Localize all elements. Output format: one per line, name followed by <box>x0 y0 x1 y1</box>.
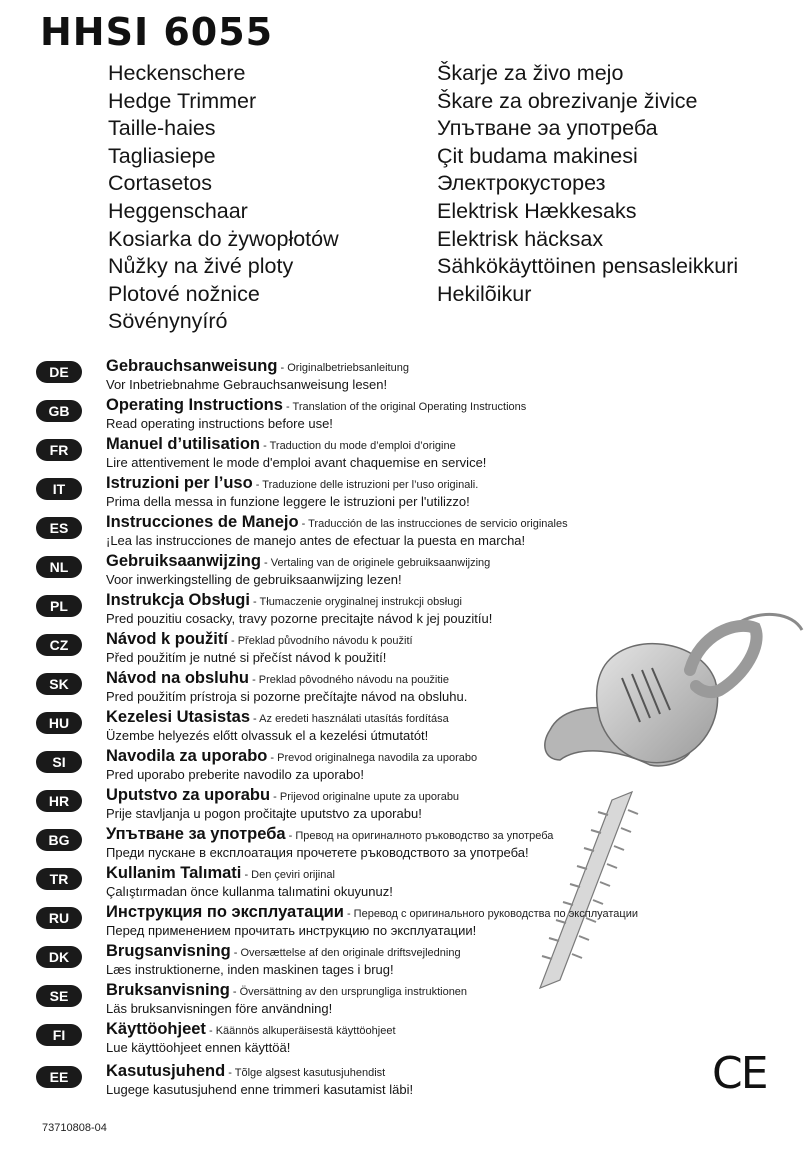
ce-mark-icon: CE <box>712 1048 767 1099</box>
manual-title: Návod na obsluhu <box>106 669 250 687</box>
language-code-badge: CZ <box>36 634 82 656</box>
title-separator: - <box>285 830 296 842</box>
language-code-badge: BG <box>36 829 82 851</box>
language-title-line <box>106 1062 385 1081</box>
manual-title: Navodila za uporabo <box>106 747 268 765</box>
title-separator: - <box>260 440 270 452</box>
language-title-line <box>106 357 409 376</box>
language-entry <box>0 786 720 826</box>
language-title-line <box>106 630 413 649</box>
title-separator: - <box>270 791 280 803</box>
language-code-badge: GB <box>36 400 82 422</box>
product-name: Heckenschere <box>108 61 246 85</box>
read-instructions-note: Read operating instructions before use! <box>106 416 333 431</box>
manual-subtitle: Prijevod originalne upute za uporabu <box>279 791 460 803</box>
language-code-badge: DE <box>36 361 82 383</box>
language-title-line <box>106 747 477 766</box>
title-separator: - <box>230 947 241 959</box>
title-separator: - <box>249 674 259 686</box>
manual-subtitle: Превод на оригиналното ръководство за употреба <box>295 830 554 842</box>
read-instructions-note: Перед применением прочитать инструкцию по эксплуатации! <box>106 923 477 938</box>
title-separator: - <box>225 1067 235 1079</box>
manual-subtitle: Översättning av den ursprungliga instruktionen <box>239 986 468 998</box>
manual-subtitle: Tõlge algsest kasutusjuhendist <box>234 1067 386 1079</box>
manual-title: Kullanim Talımati <box>106 864 242 882</box>
product-name: Taille-haies <box>108 116 216 141</box>
product-name: Heggenschaar <box>108 198 248 223</box>
manual-title: Návod k použití <box>106 630 228 648</box>
read-instructions-note: Lire attentivement le mode d'emploi avant chaquemise en service! <box>106 455 487 470</box>
manual-subtitle: Traduzione delle istruzioni per l’uso originali. <box>262 479 479 491</box>
manual-title: Brugsanvisning <box>106 942 231 960</box>
language-title-line <box>106 669 449 688</box>
manual-title: Instrukcja Obsługi <box>106 591 250 609</box>
product-names-right <box>437 60 738 308</box>
manual-subtitle: Překlad původního návodu k použití <box>237 635 413 647</box>
title-separator: - <box>250 713 260 725</box>
read-instructions-note: Vor Inbetriebnahme Gebrauchsanweisung lesen! <box>106 377 388 392</box>
language-code-badge: HR <box>36 790 82 812</box>
manual-title: Käyttöohjeet <box>106 1020 206 1038</box>
read-instructions-note: Před použitím je nutné si přečíst návod k použití! <box>106 650 387 665</box>
title-separator: - <box>343 908 354 920</box>
read-instructions-note: Lugege kasutusjuhend enne trimmeri kasutamist läbi! <box>106 1082 414 1097</box>
read-instructions-note: Üzembe helyezés előtt olvassuk el a kezelési útmutatót! <box>106 728 429 743</box>
language-entry <box>0 864 720 904</box>
product-name: Çit budama makinesi <box>437 143 638 168</box>
manual-title: Bruksanvisning <box>106 981 230 999</box>
language-entry <box>0 396 720 436</box>
language-entry <box>0 552 720 592</box>
read-instructions-note: Преди пускане в експлоатация прочетете ръководството за употреба! <box>106 845 529 860</box>
language-title-line <box>106 396 526 415</box>
title-separator: - <box>227 635 238 647</box>
manual-subtitle: Oversættelse af den originale driftsvejledning <box>240 947 461 959</box>
language-title-line <box>106 903 638 922</box>
language-code-badge: SK <box>36 673 82 695</box>
title-separator: - <box>260 557 271 569</box>
product-name: Škarje za živo mejo <box>437 61 624 85</box>
language-code-badge: EE <box>36 1066 82 1088</box>
language-code-badge: SI <box>36 751 82 773</box>
manual-subtitle: Vertaling van de originele gebruiksaanwijzing <box>270 557 491 569</box>
model-number: HHSI 6055 <box>40 10 274 54</box>
language-title-line <box>106 513 568 532</box>
language-code-badge: RU <box>36 907 82 929</box>
language-title-line <box>106 825 553 844</box>
manual-title: Kasutusjuhend <box>106 1062 226 1080</box>
language-entry <box>0 630 720 670</box>
manual-subtitle: Перевод с оригинального руководства по эксплуатации <box>353 908 638 920</box>
title-separator: - <box>298 518 309 530</box>
language-code-badge: TR <box>36 868 82 890</box>
language-code-badge: HU <box>36 712 82 734</box>
language-entry <box>0 591 720 631</box>
manual-title: Gebruiksaanwijzing <box>106 552 261 570</box>
manual-title: Упътване за употреба <box>106 825 286 843</box>
manual-subtitle: Prevod originalnega navodila za uporabo <box>277 752 478 764</box>
language-entry <box>0 825 720 865</box>
language-title-line <box>106 591 462 610</box>
read-instructions-note: Pred použitím prístroja si pozorne prečítajte návod na obsluhu. <box>106 689 468 704</box>
manual-title: Kezelesi Utasistas <box>106 708 250 726</box>
title-separator: - <box>241 869 252 881</box>
product-names-left <box>108 60 339 336</box>
read-instructions-note: Prije stavljanja u pogon pročitajte uputstvo za uporabu! <box>106 806 422 821</box>
read-instructions-note: Voor inwerkingstelling de gebruiksaanwijzing lezen! <box>106 572 402 587</box>
language-entry <box>0 942 720 982</box>
language-code-badge: PL <box>36 595 82 617</box>
manual-title: Operating Instructions <box>106 396 283 414</box>
language-title-line <box>106 786 459 805</box>
product-name: Электрокусторез <box>437 171 606 196</box>
read-instructions-note: Läs bruksanvisningen före användning! <box>106 1001 333 1016</box>
language-title-line <box>106 864 335 883</box>
language-entry <box>0 474 720 514</box>
product-name: Škare za obrezivanje živice <box>437 88 698 113</box>
product-name: Plotové nožnice <box>108 281 260 306</box>
title-separator: - <box>277 362 288 374</box>
title-separator: - <box>252 479 263 491</box>
manual-subtitle: Tłumaczenie oryginalnej instrukcji obsługi <box>259 596 462 608</box>
language-code-badge: NL <box>36 556 82 578</box>
language-entry <box>0 669 720 709</box>
read-instructions-note: Pred uporabo preberite navodilo za uporabo! <box>106 767 365 782</box>
manual-subtitle: Originalbetriebsanleitung <box>287 362 409 374</box>
product-name: Hedge Trimmer <box>108 88 257 113</box>
language-title-line <box>106 435 456 454</box>
manual-subtitle: Az eredeti használati utasítás fordítása <box>259 713 449 725</box>
language-title-line <box>106 552 490 571</box>
language-title-line <box>106 474 478 493</box>
product-name: Elektrisk Hækkesaks <box>437 198 637 223</box>
read-instructions-note: Çalıştırmadan önce kullanma talımatini okuyunuz! <box>106 884 393 899</box>
read-instructions-note: Pred pouzitiu cosacky, travy pozorne precitajte návod k jej pouzitíu! <box>106 611 493 626</box>
document-code: 73710808-04 <box>42 1122 107 1134</box>
title-separator: - <box>205 1025 216 1037</box>
product-name: Nůžky na živé ploty <box>108 254 294 279</box>
manual-title: Instrucciones de Manejo <box>106 513 299 531</box>
product-name: Sövénynyíró <box>108 309 228 334</box>
manual-title: Gebrauchsanweisung <box>106 357 278 375</box>
language-entry <box>0 357 720 397</box>
product-name: Tagliasiepe <box>108 143 216 168</box>
language-title-line <box>106 1020 396 1039</box>
read-instructions-note: ¡Lea las instrucciones de manejo antes de efectuar la puesta en marcha! <box>106 533 526 548</box>
language-code-badge: ES <box>36 517 82 539</box>
language-entry <box>0 435 720 475</box>
language-entry <box>0 1062 720 1102</box>
language-entry <box>0 1020 720 1060</box>
language-title-line <box>106 942 461 961</box>
language-title-line <box>106 708 449 727</box>
language-entry <box>0 747 720 787</box>
product-name: Cortasetos <box>108 171 212 196</box>
read-instructions-note: Lue käyttöohjeet ennen käyttöä! <box>106 1040 291 1055</box>
title-separator: - <box>249 596 260 608</box>
manual-title: Инструкция по эксплуатации <box>106 903 344 921</box>
manual-subtitle: Käännös alkuperäisestä käyttöohjeet <box>215 1025 396 1037</box>
title-separator: - <box>267 752 278 764</box>
language-entry <box>0 708 720 748</box>
language-entry <box>0 513 720 553</box>
product-name: Упътване эа употреба <box>437 116 658 141</box>
manual-subtitle: Traduction du mode d’emploi d’origine <box>269 440 456 452</box>
manual-subtitle: Translation of the original Operating Instructions <box>292 401 527 413</box>
language-code-badge: IT <box>36 478 82 500</box>
language-code-badge: SE <box>36 985 82 1007</box>
manual-subtitle: Den çeviri orijinal <box>251 869 335 881</box>
manual-title: Manuel d’utilisation <box>106 435 261 453</box>
product-name: Kosiarka do żywopłotów <box>108 226 339 251</box>
language-entry <box>0 981 720 1021</box>
title-separator: - <box>282 401 293 413</box>
language-entry <box>0 903 720 943</box>
manual-subtitle: Traducción de las instrucciones de servicio originales <box>308 518 568 530</box>
product-name: Hekilõikur <box>437 281 532 306</box>
manual-title: Uputstvo za uporabu <box>106 786 271 804</box>
product-name: Elektrisk häcksax <box>437 226 604 251</box>
product-name: Sähkökäyttöinen pensasleikkuri <box>437 254 739 279</box>
language-code-badge: FR <box>36 439 82 461</box>
manual-subtitle: Preklad pôvodného návodu na použitie <box>258 674 449 686</box>
language-code-badge: DK <box>36 946 82 968</box>
language-title-line <box>106 981 467 1000</box>
read-instructions-note: Læs instruktionerne, inden maskinen tages i brug! <box>106 962 394 977</box>
read-instructions-note: Prima della messa in funzione leggere le istruzioni per l'utilizzo! <box>106 494 470 509</box>
title-separator: - <box>229 986 240 998</box>
manual-title: Istruzioni per l’uso <box>106 474 253 492</box>
language-code-badge: FI <box>36 1024 82 1046</box>
